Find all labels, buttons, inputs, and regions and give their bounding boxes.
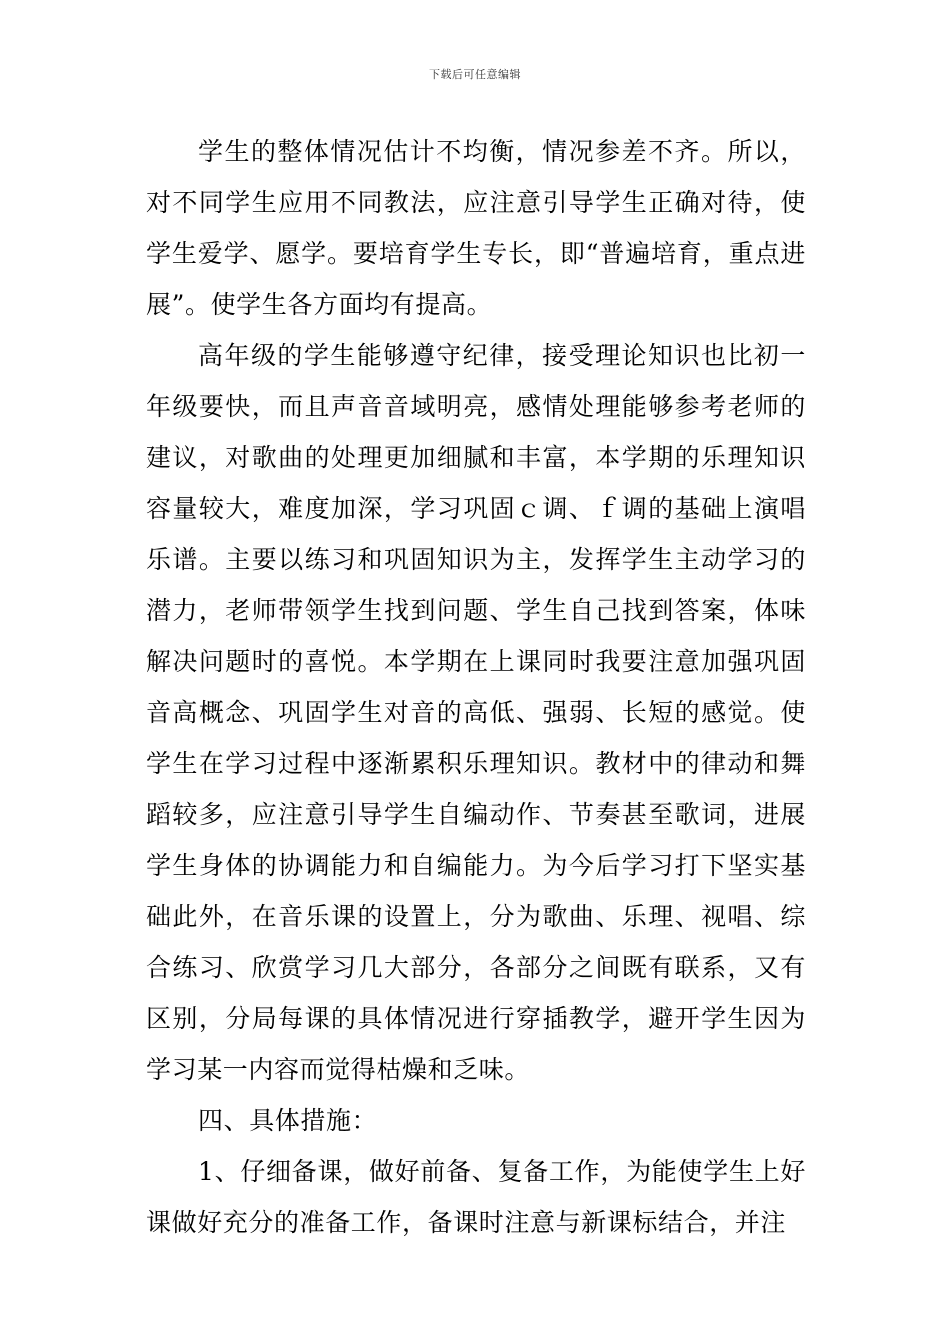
header-note: 下载后可任意编辑 bbox=[429, 68, 521, 81]
document-body bbox=[146, 126, 806, 1248]
paragraph-student-situation: 学生的整体情况估计不均衡，情况参差不齐。所以，对不同学生应用不同教法，应注意引导学生正确对待，使学生爱学、愿学。要培育学生专长，即“普遍培育，重点进展”。使学生各方面均有提高。 bbox=[146, 137, 806, 319]
paragraph-measure-1: 1、仔细备课，做好前备、复备工作，为能使学生上好课做好充分的准备工作，备课时注意与新课标结合，并注 bbox=[146, 1157, 806, 1237]
section-heading-measures: 四、具体措施： bbox=[198, 1106, 378, 1135]
paragraph-senior-students: 高年级的学生能够遵守纪律，接受理论知识也比初一年级要快，而且声音音域明亮，感情处理能够参考老师的建议，对歌曲的处理更加细腻和丰富，本学期的乐理知识容量较大，难度加深，学习巩固ｃ调、ｆ调的基础上演唱乐谱。主要以练习和巩固知识为主，发挥学生主动学习的潜力，老师带领学生找到问题、学生自己找到答案，体味解决问题时的喜悦。本学期在上课同时我要注意加强巩固音高概念、巩固学生对音的高低、强弱、长短的感觉。使学生在学习过程中逐渐累积乐理知识。教材中的律动和舞蹈较多，应注意引导学生自编动作、节奏甚至歌词，进展学生身体的协调能力和自编能力。为今后学习打下坚实基础此外，在音乐课的设置上，分为歌曲、乐理、视唱、综合练习、欣赏学习几大部分，各部分之间既有联系，又有区别，分局每课的具体情况进行穿插教学，避开学生因为学习某一内容而觉得枯燥和乏味。 bbox=[146, 341, 806, 1084]
